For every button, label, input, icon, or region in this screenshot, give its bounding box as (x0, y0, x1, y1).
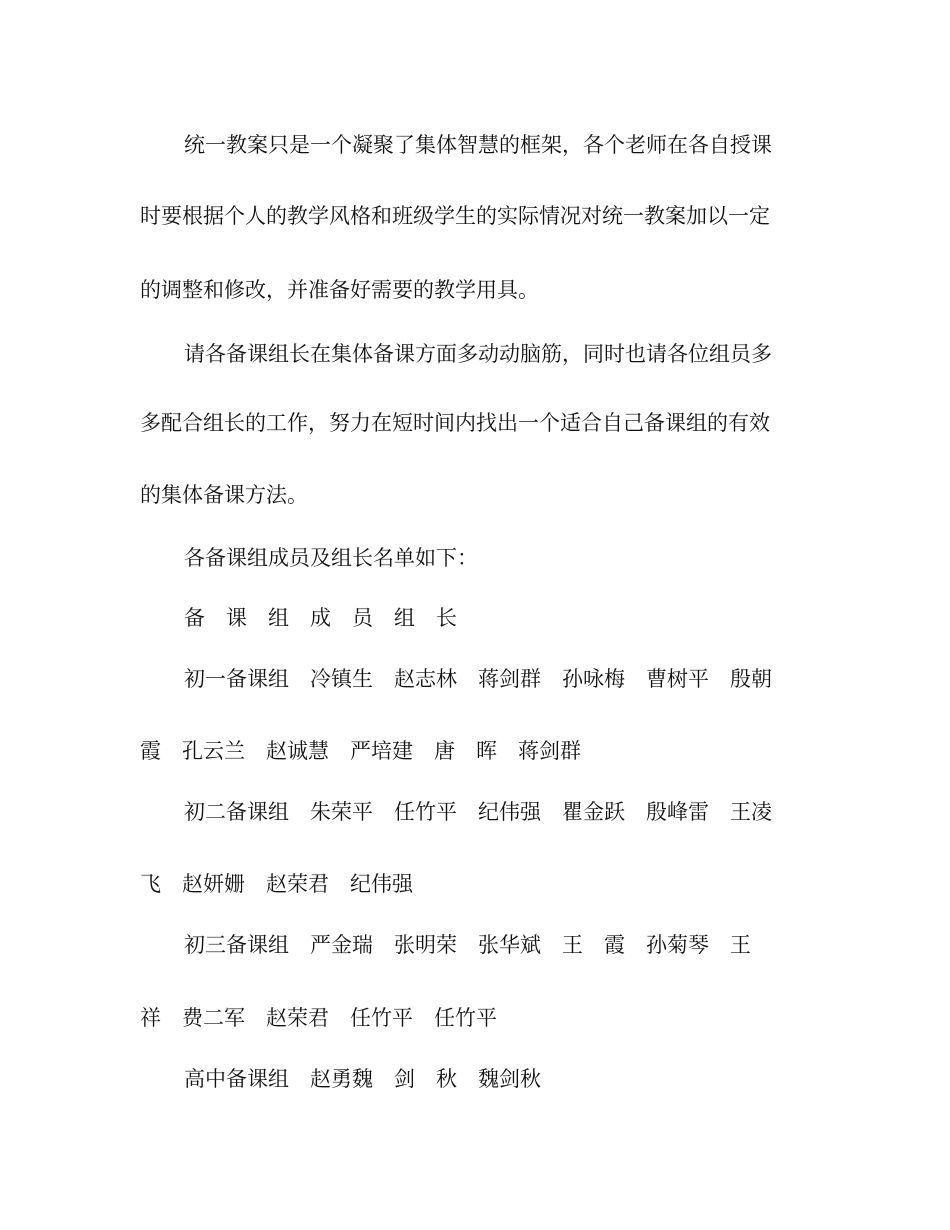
group-3-line-2: 祥 费二军 赵荣君 任竹平 任竹平 (140, 1006, 497, 1030)
group-2-line-1: 初二备课组 朱荣平 任竹平 纪伟强 瞿金跃 殷峰雷 王凌 (184, 800, 772, 824)
paragraph-1-line-3: 的调整和修改，并准备好需要的教学用具。 (140, 278, 539, 302)
group-4-line-1: 高中备课组 赵勇魏 剑 秋 魏剑秋 (184, 1067, 541, 1091)
paragraph-1-line-1: 统一教案只是一个凝聚了集体智慧的框架，各个老师在各自授课 (184, 133, 772, 157)
paragraph-2-line-2: 多配合组长的工作，努力在短时间内找出一个适合自己备课组的有效 (140, 411, 770, 435)
list-intro: 各备课组成员及组长名单如下： (184, 546, 478, 570)
group-1-line-2: 霞 孔云兰 赵诚慧 严培建 唐 晖 蒋剑群 (140, 739, 581, 763)
list-header: 备 课 组 成 员 组 长 (184, 606, 457, 630)
paragraph-2-line-1: 请各备课组长在集体备课方面多动动脑筋，同时也请各位组员多 (184, 342, 772, 366)
paragraph-1-line-2: 时要根据个人的教学风格和班级学生的实际情况对统一教案加以一定 (140, 204, 770, 228)
paragraph-2-line-3: 的集体备课方法。 (140, 483, 308, 507)
group-1-line-1: 初一备课组 冷镇生 赵志林 蒋剑群 孙咏梅 曹树平 殷朝 (184, 667, 772, 691)
group-3-line-1: 初三备课组 严金瑞 张明荣 张华斌 王 霞 孙菊琴 王 (184, 933, 751, 957)
group-2-line-2: 飞 赵妍姗 赵荣君 纪伟强 (140, 872, 413, 896)
